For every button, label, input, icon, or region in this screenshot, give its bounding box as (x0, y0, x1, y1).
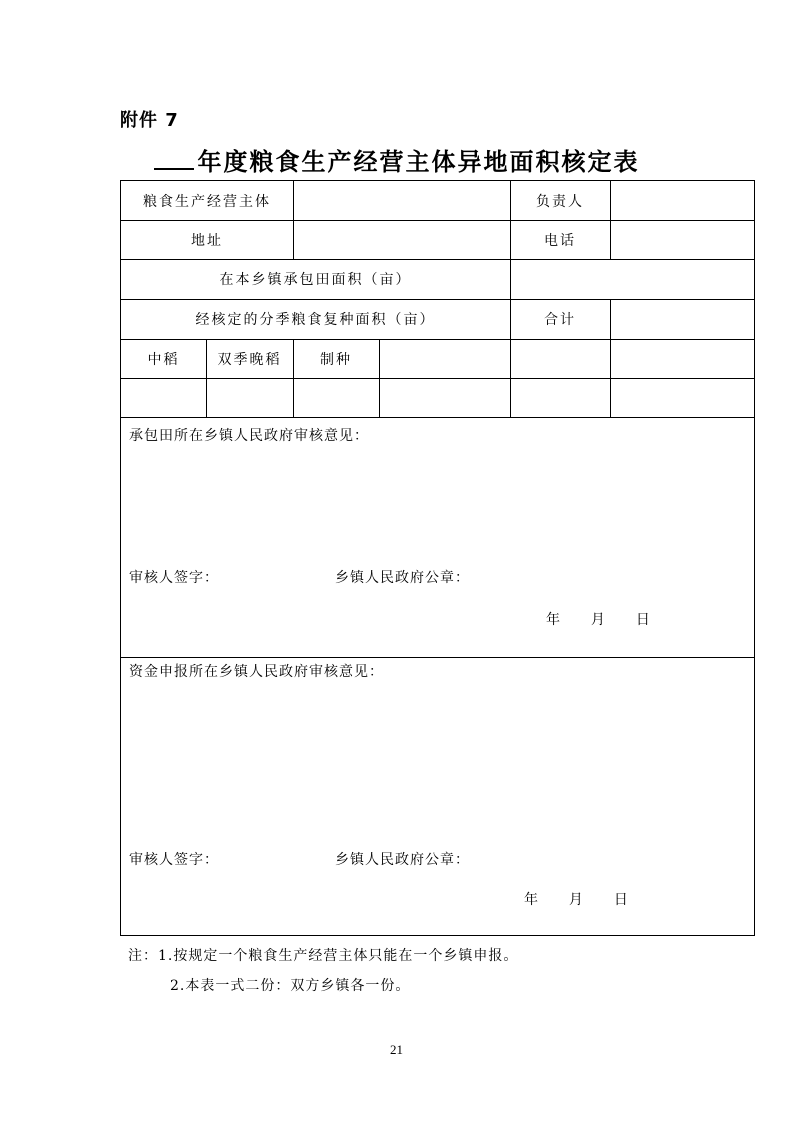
page-title-text: 年度粮食生产经营主体异地面积核定表 (197, 148, 640, 176)
crop-header-late-rice: 双季晚稻 (217, 351, 282, 368)
late-rice-area-field[interactable] (206, 378, 293, 417)
seed-area-field[interactable] (293, 378, 379, 417)
phone-field[interactable] (610, 220, 754, 259)
page-number: 21 (390, 1042, 403, 1057)
entity-label: 粮食生产经营主体 (143, 193, 271, 210)
review1-day: 日 (635, 612, 650, 628)
mid-rice-area-field[interactable] (121, 378, 206, 417)
contracted-area-field[interactable] (510, 259, 754, 299)
crop-header-seed: 制种 (320, 351, 352, 368)
review1-heading: 承包田所在乡镇人民政府审核意见： (129, 428, 369, 444)
contracted-area-label: 在本乡镇承包田面积（亩） (219, 272, 412, 288)
review1-month: 月 (590, 612, 605, 628)
note-1: 注：1.按规定一个粮食生产经营主体只能在一个乡镇申报。 (128, 948, 519, 964)
note-2: 2.本表一式二份：双方乡镇各一份。 (170, 978, 411, 994)
review1-date (546, 609, 650, 629)
review2-year: 年 (524, 892, 538, 908)
row-divider (121, 417, 754, 418)
address-label: 地址 (191, 232, 223, 249)
total-field[interactable] (610, 299, 754, 339)
review2-date (524, 889, 628, 909)
phone-label: 电话 (544, 232, 576, 249)
address-field[interactable] (293, 220, 510, 259)
verified-area-label: 经核定的分季粮食复种面积（亩） (195, 312, 436, 328)
crop-header-mid-rice: 中稻 (147, 351, 180, 368)
review2-seal-label: 乡镇人民政府公章： (335, 852, 470, 868)
verification-form-table (120, 180, 755, 936)
section-divider (121, 657, 754, 658)
page-title (0, 142, 793, 177)
attachment-label: 附件 7 (120, 110, 179, 131)
total-label: 合计 (544, 312, 576, 328)
title-blank-line (154, 166, 194, 170)
review2-heading: 资金申报所在乡镇人民政府审核意见： (129, 664, 384, 680)
column-divider (379, 339, 380, 417)
review1-year: 年 (546, 612, 560, 628)
review2-month: 月 (568, 892, 583, 908)
entity-value-field[interactable] (293, 181, 510, 220)
review2-day: 日 (613, 892, 628, 908)
review1-signer-label: 审核人签字： (129, 570, 219, 586)
review1-seal-label: 乡镇人民政府公章： (335, 570, 470, 586)
review2-signer-label: 审核人签字： (129, 852, 219, 868)
responsible-person-label: 负责人 (536, 193, 584, 210)
responsible-person-field[interactable] (610, 181, 754, 220)
